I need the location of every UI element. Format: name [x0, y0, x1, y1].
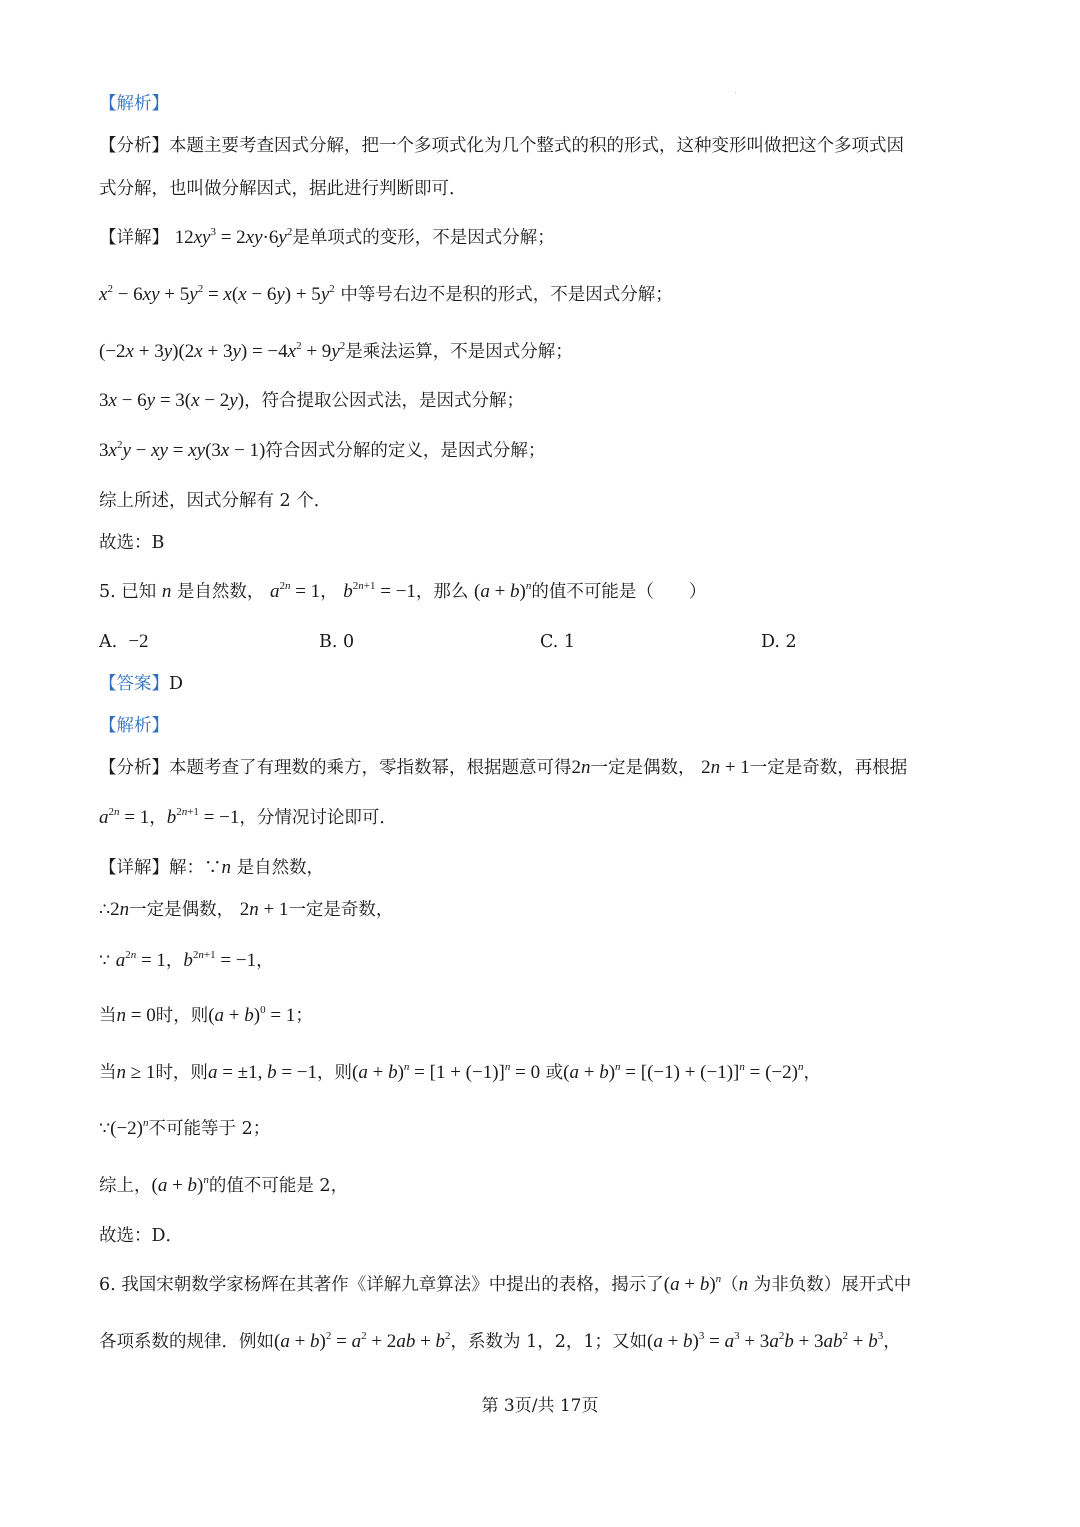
option-d: D. 2 — [761, 632, 797, 652]
choice-line: 故选：B — [99, 533, 165, 553]
question-6-line1: 6. 我国宋朝数学家杨辉在其著作《详解九章算法》中提出的表格，揭示了$(a + b)^n(n$ 为非负数）展开式中 — [99, 1273, 912, 1295]
answer-line: 【答案】D — [99, 674, 184, 694]
detail-5-line7: 综上，$(a + b)^n$的值不可能是 2， — [99, 1174, 349, 1196]
math-expression: $12xy^3 = 2xy\cdot 6y^2$ — [174, 226, 293, 248]
math-expression: $x^2 - 6xy + 5y^2 = x(x - 6y) + 5y^2$ — [99, 283, 335, 305]
detail-5-line5: 当n ≥ 1时，则a = ±1, b = −1，则$(a + b)^n = [1 + (-1)]^n = 0$ 或$(a + b)^n = [(-1) + (-1)]^n = (-2)^n$， — [99, 1061, 821, 1083]
detail-line-3: $(-2x + 3y)(2x + 3y) = -4x^2 + 9y^2$是乘法运算，不是因式分解； — [99, 340, 573, 362]
analysis-paragraph-line1: 【分析】本题主要考查因式分解，把一个多项式化为几个整式的积的形式，这种变形叫做把这个多项式因 — [99, 136, 904, 156]
question-5-stem: 5. 已知 n 是自然数， $a^{2n} = 1$， $b^{2n+1} = -1$，那么 $(a + b)^n$的值不可能是（ ） — [99, 580, 707, 602]
analysis-heading: 【解析】 — [99, 94, 169, 114]
detail-5-line4: 当n = 0时，则$(a + b)^0 = 1$； — [99, 1004, 313, 1026]
detail-line-1: 【详解】 $12xy^3 = 2xy\cdot 6y^2$是单项式的变形，不是因式分解； — [99, 226, 555, 248]
analysis-paragraph-line2: 式分解，也叫做分解因式，据此进行判断即可． — [99, 179, 467, 199]
detail-5-line6: $\because(-2)^n$不可能等于 2； — [99, 1117, 271, 1139]
detail-5-line2: ∴2n一定是偶数， 2n + 1一定是奇数， — [99, 899, 394, 920]
question-6-line2: 各项系数的规律．例如$(a + b)^2 = a^2 + 2ab + b^2$，系数为 1，2，1；又如$(a + b)^3 = a^3 + 3a^2b + 3ab^2 + b^3$， — [99, 1330, 901, 1352]
page-footer: 第 3页/共 17页 — [481, 1396, 599, 1416]
option-c: C. 1 — [540, 632, 576, 652]
detail-5-line3: ∵ $a^{2n} = 1$，$b^{2n+1} = -1$， — [99, 949, 274, 971]
scan-dot — [735, 92, 736, 93]
option-a: A. −2 — [99, 631, 149, 652]
detail-5-line1: 【详解】解：∵n 是自然数， — [99, 857, 325, 878]
math-expression: $(-2x + 3y)(2x + 3y) = -4x^2 + 9y^2$ — [99, 340, 346, 362]
analysis-5-line1: 【分析】本题考查了有理数的乘方，零指数幂，根据题意可得2n一定是偶数， 2n + 1一定是奇数，再根据 — [99, 757, 908, 778]
detail-5-choice: 故选：D． — [99, 1226, 184, 1246]
detail-line-5: $3x^2y$ − xy = xy(3x − 1)符合因式分解的定义，是因式分解； — [99, 439, 546, 461]
analysis-5-line2: $a^{2n} = 1$，$b^{2n+1} = -1$，分情况讨论即可． — [99, 806, 397, 828]
detail-line-2: $x^2 - 6xy + 5y^2 = x(x - 6y) + 5y^2$ 中等号右边不是积的形式，不是因式分解； — [99, 283, 673, 305]
analysis-heading-5: 【解析】 — [99, 716, 169, 736]
math-expression: 3x − 6y = 3(x − 2y) — [99, 390, 245, 411]
detail-line-4: 3x − 6y = 3(x − 2y)，符合提取公因式法，是因式分解； — [99, 390, 525, 411]
math-expression: $3x^2y$ − xy = xy(3x − 1) — [99, 439, 266, 461]
option-b: B. 0 — [319, 632, 355, 652]
summary-line: 综上所述，因式分解有 2 个． — [99, 491, 332, 511]
